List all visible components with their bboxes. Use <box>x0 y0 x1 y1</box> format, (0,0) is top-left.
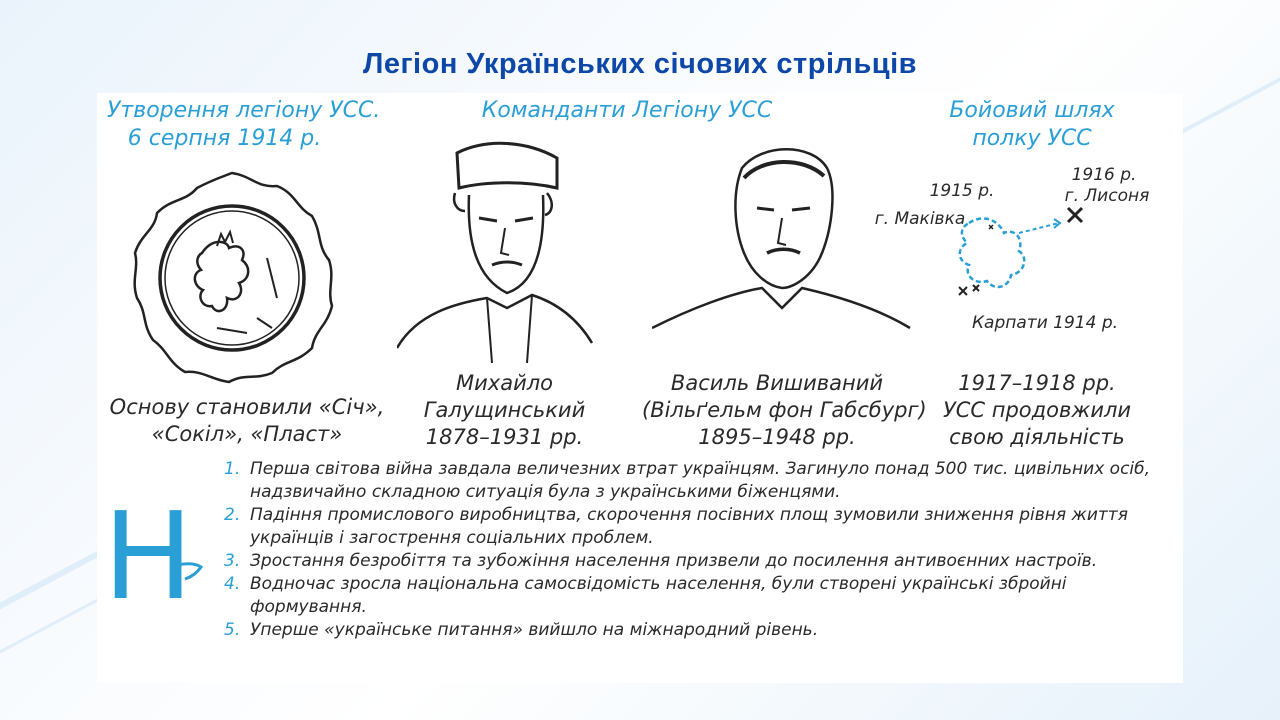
halushchynsky-caption: Михайло Галущинський 1878–1931 рр. <box>423 371 586 449</box>
portrait-vyshyvany <box>652 138 912 338</box>
slide-title: Легіон Українських січових стрільців <box>363 48 917 80</box>
lysonia-mark-icon <box>1065 205 1085 225</box>
list-item: 1. Перша світова війна завдала величезних втрат українцям. Загинуло понад 500 тис. цивільних осіб, надзвичайно складною ситуація була з українськими біженцями. <box>224 459 1151 502</box>
label-1915-year: 1915 р. <box>929 181 995 201</box>
vyshyvany-caption: Василь Вишиваний (Вільґельм фон Габсбург) 1895–1948 рр. <box>642 371 927 449</box>
commanders-heading: Команданти Легіону УСС <box>481 98 773 123</box>
list-item: 4. Водночас зросла національна самосвідомість населення, були створені українські збройні формування. <box>224 574 1067 617</box>
list-item: 2. Падіння промислового виробництва, скорочення посівних площ зумовили зниження рівня життя українців і загострення соціальних проблем. <box>224 505 1128 548</box>
formation-heading: Утворення легіону УСС. 6 серпня 1914 р. <box>107 98 381 151</box>
label-carpathians: Карпати 1914 р. <box>971 313 1119 333</box>
consequences-list <box>224 458 1184 642</box>
battle-map <box>929 203 1069 303</box>
label-1916-place: г. Лисоня <box>1064 186 1150 206</box>
label-1915-place: г. Маківка <box>874 209 966 229</box>
battle-path-heading: Бойовий шлях полку УСС <box>949 98 1115 151</box>
battle-path-caption: 1917–1918 рр. УСС продовжили свою діяльність <box>942 371 1132 449</box>
list-item: 5. Уперше «українське питання» вийшло на міжнародний рівень. <box>224 620 819 640</box>
formation-caption: Основу становили «Січ», «Сокіл», «Пласт» <box>109 395 385 446</box>
portrait-halushchynsky <box>397 133 597 368</box>
big-letter-h: Н <box>103 488 194 627</box>
content-panel <box>97 93 1183 683</box>
seal-drawing <box>117 168 347 398</box>
arrow-right-icon <box>175 553 207 583</box>
label-1916-year: 1916 р. <box>1071 165 1137 185</box>
list-item: 3. Зростання безробіття та зубожіння населення призвели до посилення антивоєнних настроїв. <box>224 551 1098 571</box>
